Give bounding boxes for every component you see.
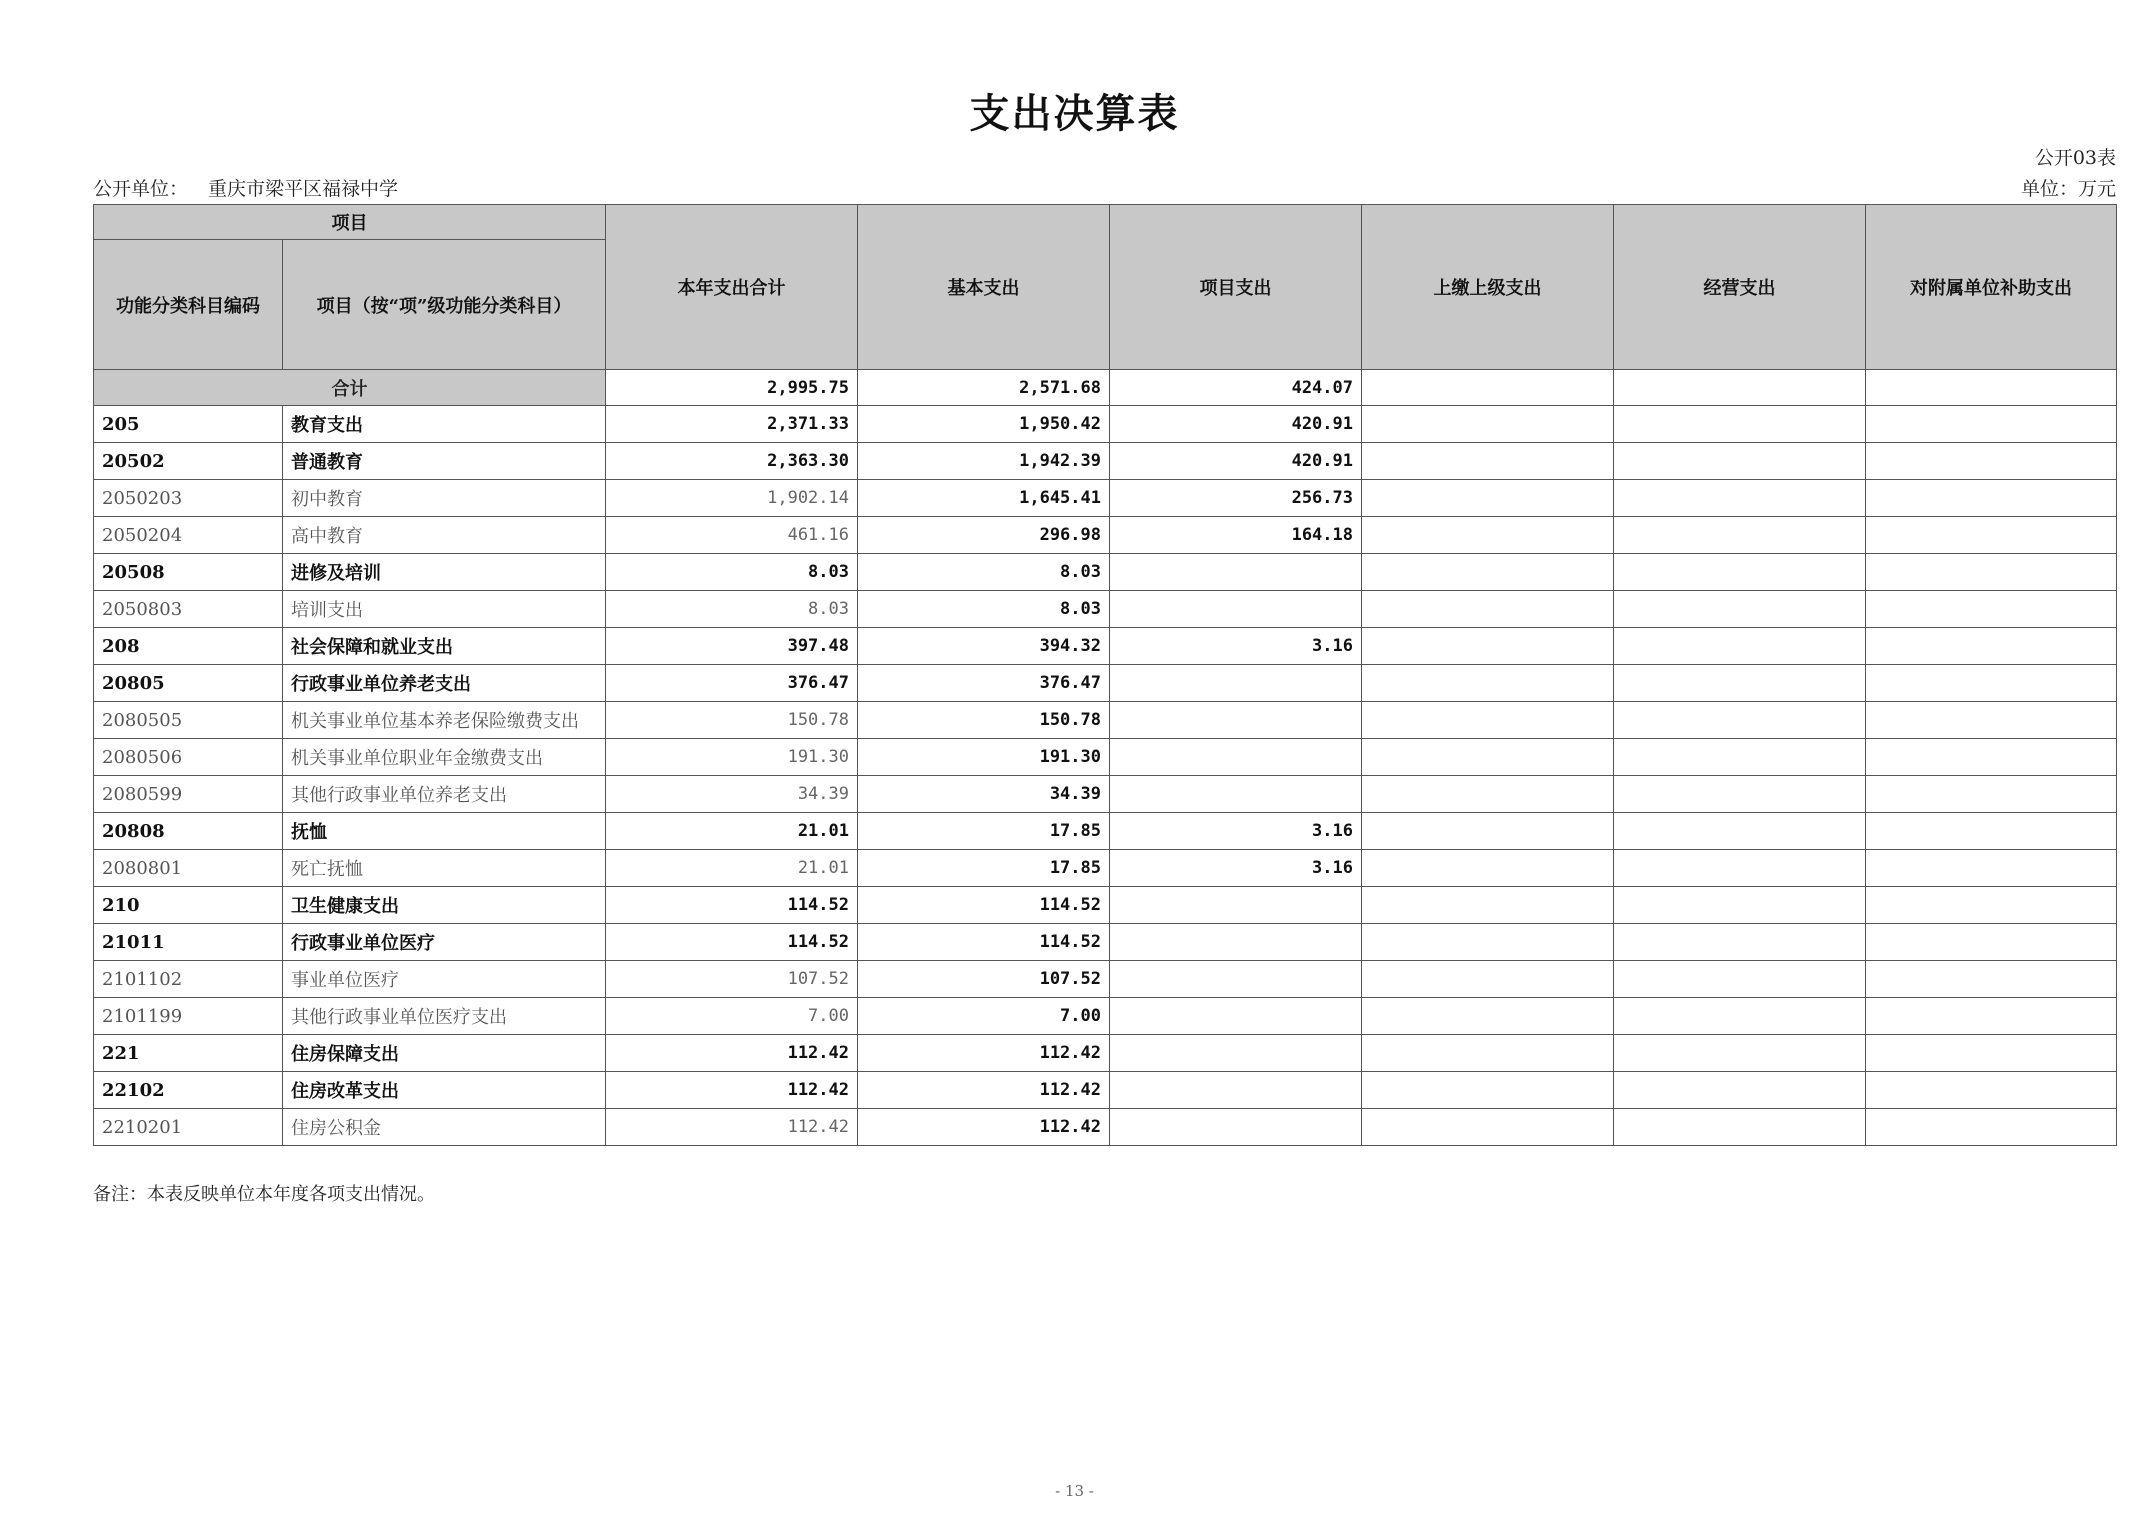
name-cell: 普通教育 — [283, 443, 606, 480]
upper-cell — [1362, 406, 1614, 443]
business-cell — [1614, 924, 1866, 961]
basic-cell: 112.42 — [858, 1072, 1110, 1109]
name-cell: 死亡抚恤 — [283, 850, 606, 887]
business-cell — [1614, 776, 1866, 813]
table-row — [94, 813, 2117, 850]
basic-cell: 7.00 — [858, 998, 1110, 1035]
total-cell-subsidy — [1866, 370, 2117, 406]
subsidy-cell — [1866, 924, 2117, 961]
total-row — [94, 370, 2117, 406]
table-row — [94, 924, 2117, 961]
upper-cell — [1362, 480, 1614, 517]
subsidy-cell — [1866, 1035, 2117, 1072]
table-row — [94, 887, 2117, 924]
code-cell: 20502 — [94, 443, 283, 480]
table-row — [94, 739, 2117, 776]
unit-row — [93, 174, 2116, 200]
header-code: 功能分类科目编码 — [94, 240, 283, 370]
name-cell: 培训支出 — [283, 591, 606, 628]
subsidy-cell — [1866, 961, 2117, 998]
name-cell: 行政事业单位医疗 — [283, 924, 606, 961]
code-cell: 221 — [94, 1035, 283, 1072]
name-cell: 其他行政事业单位养老支出 — [283, 776, 606, 813]
code-cell: 208 — [94, 628, 283, 665]
total-cell-total: 2,995.75 — [606, 370, 858, 406]
header-project-expense: 项目支出 — [1110, 205, 1362, 370]
total-cell: 107.52 — [606, 961, 858, 998]
business-cell — [1614, 1035, 1866, 1072]
expenditure-table — [93, 204, 2117, 1146]
upper-cell — [1362, 1109, 1614, 1146]
business-cell — [1614, 628, 1866, 665]
basic-cell: 1,645.41 — [858, 480, 1110, 517]
code-cell: 2101199 — [94, 998, 283, 1035]
upper-cell — [1362, 443, 1614, 480]
upper-cell — [1362, 591, 1614, 628]
subsidy-cell — [1866, 887, 2117, 924]
subsidy-cell — [1866, 998, 2117, 1035]
name-cell: 住房保障支出 — [283, 1035, 606, 1072]
upper-cell — [1362, 924, 1614, 961]
basic-cell: 191.30 — [858, 739, 1110, 776]
name-cell: 卫生健康支出 — [283, 887, 606, 924]
header-basic: 基本支出 — [858, 205, 1110, 370]
table-row — [94, 1035, 2117, 1072]
table-row — [94, 406, 2117, 443]
subsidy-cell — [1866, 406, 2117, 443]
header-upper-remit: 上缴上级支出 — [1362, 205, 1614, 370]
business-cell — [1614, 739, 1866, 776]
basic-cell: 8.03 — [858, 554, 1110, 591]
table-row — [94, 1109, 2117, 1146]
basic-cell: 114.52 — [858, 924, 1110, 961]
organization-line — [93, 174, 398, 201]
upper-cell — [1362, 887, 1614, 924]
table-row — [94, 702, 2117, 739]
total-cell: 8.03 — [606, 591, 858, 628]
subsidy-cell — [1866, 443, 2117, 480]
table-row — [94, 517, 2117, 554]
business-cell — [1614, 480, 1866, 517]
form-number: 公开03表 — [2034, 147, 2116, 169]
total-cell: 461.16 — [606, 517, 858, 554]
basic-cell: 376.47 — [858, 665, 1110, 702]
total-cell-project: 424.07 — [1110, 370, 1362, 406]
project-cell: 256.73 — [1110, 480, 1362, 517]
business-cell — [1614, 702, 1866, 739]
subsidy-cell — [1866, 1072, 2117, 1109]
total-cell-upper — [1362, 370, 1614, 406]
business-cell — [1614, 850, 1866, 887]
business-cell — [1614, 1072, 1866, 1109]
total-cell: 2,371.33 — [606, 406, 858, 443]
code-cell: 2080599 — [94, 776, 283, 813]
currency-unit: 单位：万元 — [2020, 178, 2116, 200]
basic-cell: 296.98 — [858, 517, 1110, 554]
total-cell: 112.42 — [606, 1109, 858, 1146]
table-row — [94, 776, 2117, 813]
total-cell: 112.42 — [606, 1072, 858, 1109]
table-row — [94, 850, 2117, 887]
business-cell — [1614, 517, 1866, 554]
total-cell: 191.30 — [606, 739, 858, 776]
subsidy-cell — [1866, 628, 2117, 665]
basic-cell: 34.39 — [858, 776, 1110, 813]
total-cell: 150.78 — [606, 702, 858, 739]
basic-cell: 8.03 — [858, 591, 1110, 628]
code-cell: 205 — [94, 406, 283, 443]
project-cell — [1110, 776, 1362, 813]
code-cell: 2101102 — [94, 961, 283, 998]
name-cell: 高中教育 — [283, 517, 606, 554]
business-cell — [1614, 813, 1866, 850]
upper-cell — [1362, 813, 1614, 850]
code-cell: 2210201 — [94, 1109, 283, 1146]
subsidy-cell — [1866, 517, 2117, 554]
name-cell: 行政事业单位养老支出 — [283, 665, 606, 702]
upper-cell — [1362, 517, 1614, 554]
subsidy-cell — [1866, 813, 2117, 850]
code-cell: 2080505 — [94, 702, 283, 739]
upper-cell — [1362, 1035, 1614, 1072]
total-cell: 114.52 — [606, 887, 858, 924]
basic-cell: 17.85 — [858, 813, 1110, 850]
basic-cell: 17.85 — [858, 850, 1110, 887]
total-cell: 1,902.14 — [606, 480, 858, 517]
project-cell — [1110, 924, 1362, 961]
subsidy-cell — [1866, 591, 2117, 628]
table-row — [94, 961, 2117, 998]
project-cell: 3.16 — [1110, 628, 1362, 665]
page-number: - 13 - — [1055, 1482, 1094, 1500]
basic-cell: 114.52 — [858, 887, 1110, 924]
page-title: 支出决算表 — [969, 90, 1180, 137]
project-cell — [1110, 702, 1362, 739]
upper-cell — [1362, 628, 1614, 665]
code-cell: 21011 — [94, 924, 283, 961]
table-row — [94, 665, 2117, 702]
project-cell: 420.91 — [1110, 406, 1362, 443]
project-cell — [1110, 961, 1362, 998]
header-business: 经营支出 — [1614, 205, 1866, 370]
total-cell-business — [1614, 370, 1866, 406]
project-cell: 420.91 — [1110, 443, 1362, 480]
header-name: 项目（按“项”级功能分类科目） — [283, 240, 606, 370]
upper-cell — [1362, 850, 1614, 887]
code-cell: 20508 — [94, 554, 283, 591]
table-row — [94, 628, 2117, 665]
project-cell — [1110, 1109, 1362, 1146]
subsidy-cell — [1866, 480, 2117, 517]
code-cell: 20808 — [94, 813, 283, 850]
subsidy-cell — [1866, 1109, 2117, 1146]
project-cell — [1110, 1072, 1362, 1109]
business-cell — [1614, 961, 1866, 998]
business-cell — [1614, 554, 1866, 591]
total-cell: 21.01 — [606, 813, 858, 850]
project-cell — [1110, 591, 1362, 628]
upper-cell — [1362, 739, 1614, 776]
name-cell: 抚恤 — [283, 813, 606, 850]
total-cell: 7.00 — [606, 998, 858, 1035]
total-cell: 112.42 — [606, 1035, 858, 1072]
unit-label: 公开单位： — [93, 178, 189, 200]
subsidy-cell — [1866, 776, 2117, 813]
project-cell — [1110, 998, 1362, 1035]
upper-cell — [1362, 665, 1614, 702]
project-cell — [1110, 1035, 1362, 1072]
table-row — [94, 591, 2117, 628]
table-body — [94, 370, 2117, 1146]
subsidy-cell — [1866, 554, 2117, 591]
table-row — [94, 480, 2117, 517]
total-label: 合计 — [94, 370, 606, 406]
subsidy-cell — [1866, 665, 2117, 702]
name-cell: 事业单位医疗 — [283, 961, 606, 998]
total-cell: 397.48 — [606, 628, 858, 665]
organization-name: 重庆市梁平区福禄中学 — [208, 178, 399, 200]
table-row — [94, 998, 2117, 1035]
subsidy-cell — [1866, 850, 2117, 887]
project-cell: 3.16 — [1110, 850, 1362, 887]
business-cell — [1614, 406, 1866, 443]
name-cell: 机关事业单位职业年金缴费支出 — [283, 739, 606, 776]
business-cell — [1614, 887, 1866, 924]
business-cell — [1614, 998, 1866, 1035]
header-subsidy: 对附属单位补助支出 — [1866, 205, 2117, 370]
basic-cell: 112.42 — [858, 1035, 1110, 1072]
business-cell — [1614, 665, 1866, 702]
business-cell — [1614, 1109, 1866, 1146]
code-cell: 2080506 — [94, 739, 283, 776]
name-cell: 机关事业单位基本养老保险缴费支出 — [283, 702, 606, 739]
basic-cell: 394.32 — [858, 628, 1110, 665]
code-cell: 2080801 — [94, 850, 283, 887]
header-project: 项目 — [94, 205, 606, 240]
basic-cell: 150.78 — [858, 702, 1110, 739]
basic-cell: 1,942.39 — [858, 443, 1110, 480]
name-cell: 社会保障和就业支出 — [283, 628, 606, 665]
footnote: 备注：本表反映单位本年度各项支出情况。 — [93, 1184, 435, 1205]
project-cell: 3.16 — [1110, 813, 1362, 850]
code-cell: 210 — [94, 887, 283, 924]
upper-cell — [1362, 702, 1614, 739]
name-cell: 进修及培训 — [283, 554, 606, 591]
name-cell: 教育支出 — [283, 406, 606, 443]
name-cell: 住房公积金 — [283, 1109, 606, 1146]
name-cell: 初中教育 — [283, 480, 606, 517]
subsidy-cell — [1866, 702, 2117, 739]
project-cell — [1110, 739, 1362, 776]
total-cell: 34.39 — [606, 776, 858, 813]
project-cell — [1110, 554, 1362, 591]
total-cell: 21.01 — [606, 850, 858, 887]
upper-cell — [1362, 998, 1614, 1035]
project-cell: 164.18 — [1110, 517, 1362, 554]
total-cell: 114.52 — [606, 924, 858, 961]
basic-cell: 112.42 — [858, 1109, 1110, 1146]
code-cell: 2050203 — [94, 480, 283, 517]
upper-cell — [1362, 961, 1614, 998]
total-cell: 8.03 — [606, 554, 858, 591]
code-cell: 22102 — [94, 1072, 283, 1109]
header-total: 本年支出合计 — [606, 205, 858, 370]
code-cell: 20805 — [94, 665, 283, 702]
table-row — [94, 443, 2117, 480]
total-cell-basic: 2,571.68 — [858, 370, 1110, 406]
subsidy-cell — [1866, 739, 2117, 776]
upper-cell — [1362, 554, 1614, 591]
name-cell: 其他行政事业单位医疗支出 — [283, 998, 606, 1035]
basic-cell: 1,950.42 — [858, 406, 1110, 443]
upper-cell — [1362, 1072, 1614, 1109]
upper-cell — [1362, 776, 1614, 813]
name-cell: 住房改革支出 — [283, 1072, 606, 1109]
business-cell — [1614, 591, 1866, 628]
total-cell: 376.47 — [606, 665, 858, 702]
basic-cell: 107.52 — [858, 961, 1110, 998]
table-row — [94, 554, 2117, 591]
business-cell — [1614, 443, 1866, 480]
project-cell — [1110, 665, 1362, 702]
code-cell: 2050204 — [94, 517, 283, 554]
project-cell — [1110, 887, 1362, 924]
code-cell: 2050803 — [94, 591, 283, 628]
table-row — [94, 1072, 2117, 1109]
total-cell: 2,363.30 — [606, 443, 858, 480]
